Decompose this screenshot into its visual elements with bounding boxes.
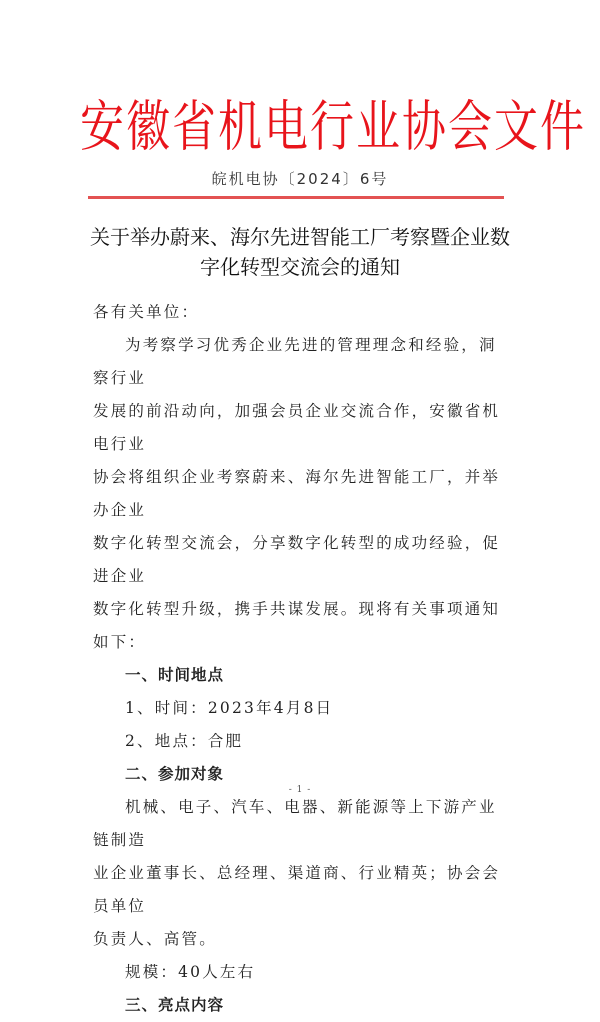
section-heading-highlights: 三、亮点内容 xyxy=(125,996,225,1014)
notice-title xyxy=(80,222,520,282)
intro-line: 发展的前沿动向，加强会员企业交流合作，安徽省机电行业 xyxy=(93,402,501,453)
participants-line: 负责人、高管。 xyxy=(93,930,217,948)
place-item: 2、地点：合肥 xyxy=(125,732,244,750)
intro-paragraph xyxy=(93,329,513,659)
intro-line: 数字化转型升级，携手共谋发展。现将有关事项通知如下： xyxy=(93,600,501,651)
time-item: 1、时间：2023年4月8日 xyxy=(125,699,334,717)
org-file-title: 安徽省机电行业协会文件 xyxy=(80,95,586,160)
notice-title-line-1: 关于举办蔚来、海尔先进智能工厂考察暨企业数 xyxy=(90,225,510,249)
notice-title-line-2: 字化转型交流会的通知 xyxy=(200,255,400,279)
intro-line: 为考察学习优秀企业先进的管理理念和经验，洞察行业 xyxy=(93,336,497,387)
document-number: 皖机电协〔2024〕6号 xyxy=(211,170,389,188)
section-heading-time-place: 一、时间地点 xyxy=(125,666,225,684)
red-divider xyxy=(88,196,504,199)
salutation: 各有关单位： xyxy=(93,303,200,321)
intro-line: 数字化转型交流会，分享数字化转型的成功经验，促进企业 xyxy=(93,534,501,585)
scale-item: 规模：40人左右 xyxy=(125,963,256,981)
participants-line: 机械、电子、汽车、电器、新能源等上下游产业链制造 xyxy=(93,798,497,849)
participants-line: 业企业董事长、总经理、渠道商、行业精英；协会会员单位 xyxy=(93,864,501,915)
participants-paragraph xyxy=(93,791,513,956)
page-number: - 1 - xyxy=(288,785,312,795)
intro-line: 协会将组织企业考察蔚来、海尔先进智能工厂，并举办企业 xyxy=(93,468,501,519)
section-heading-participants: 二、参加对象 xyxy=(125,765,225,783)
document-body xyxy=(93,296,513,1022)
